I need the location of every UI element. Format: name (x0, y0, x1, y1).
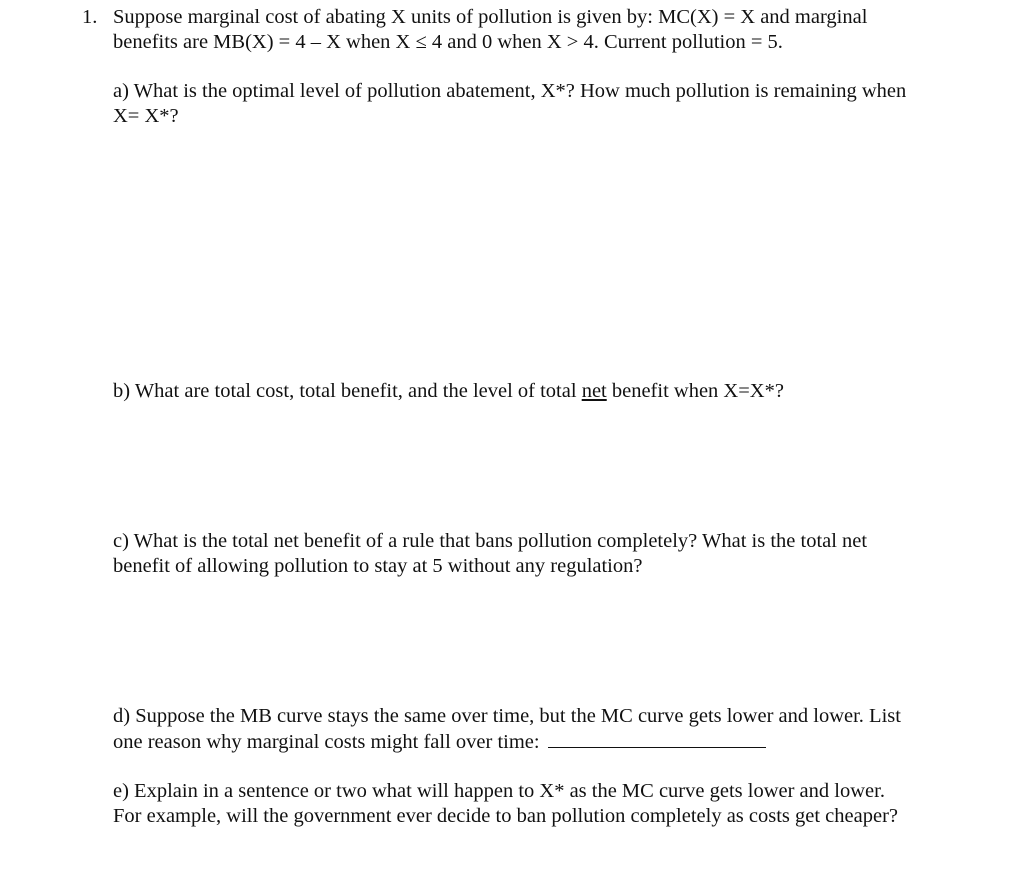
part-d-line-1: d) Suppose the MB curve stays the same over time, but the MC curve gets lower and lower. List (113, 705, 901, 727)
part-a-line-2: X= X*? (113, 105, 179, 127)
question-intro (113, 5, 993, 55)
part-b-text-before: b) What are total cost, total benefit, and the level of total (113, 380, 582, 402)
part-c-line-2: benefit of allowing pollution to stay at 5 without any regulation? (113, 555, 643, 577)
part-e-line-2: For example, will the government ever decide to ban pollution completely as costs get cheaper? (113, 805, 899, 827)
part-e-line-1: e) Explain in a sentence or two what will happen to X* as the MC curve gets lower and lower. (113, 780, 885, 802)
intro-line-1: Suppose marginal cost of abating X units of pollution is given by: MC(X) = X and marginal (113, 6, 868, 28)
part-e (113, 779, 993, 829)
part-a (113, 79, 993, 129)
intro-line-2: benefits are MB(X) = 4 – X when X ≤ 4 and 0 when X > 4. Current pollution = 5. (113, 31, 783, 53)
part-d (113, 704, 993, 754)
part-b-underlined-net: net (581, 380, 607, 402)
part-d-line-2: one reason why marginal costs might fall over time: (113, 731, 540, 753)
part-b (113, 379, 993, 404)
part-d-line-2-wrapper (113, 729, 993, 754)
answer-blank-line[interactable] (548, 729, 766, 748)
part-c (113, 529, 993, 579)
question-number: 1. (82, 6, 98, 28)
part-a-line-1: a) What is the optimal level of pollution abatement, X*? How much pollution is remaining when (113, 80, 907, 102)
part-b-text-after: benefit when X=X*? (606, 380, 784, 402)
part-b-line-1 (113, 379, 993, 404)
part-c-line-1: c) What is the total net benefit of a rule that bans pollution completely? What is the total net (113, 530, 868, 552)
